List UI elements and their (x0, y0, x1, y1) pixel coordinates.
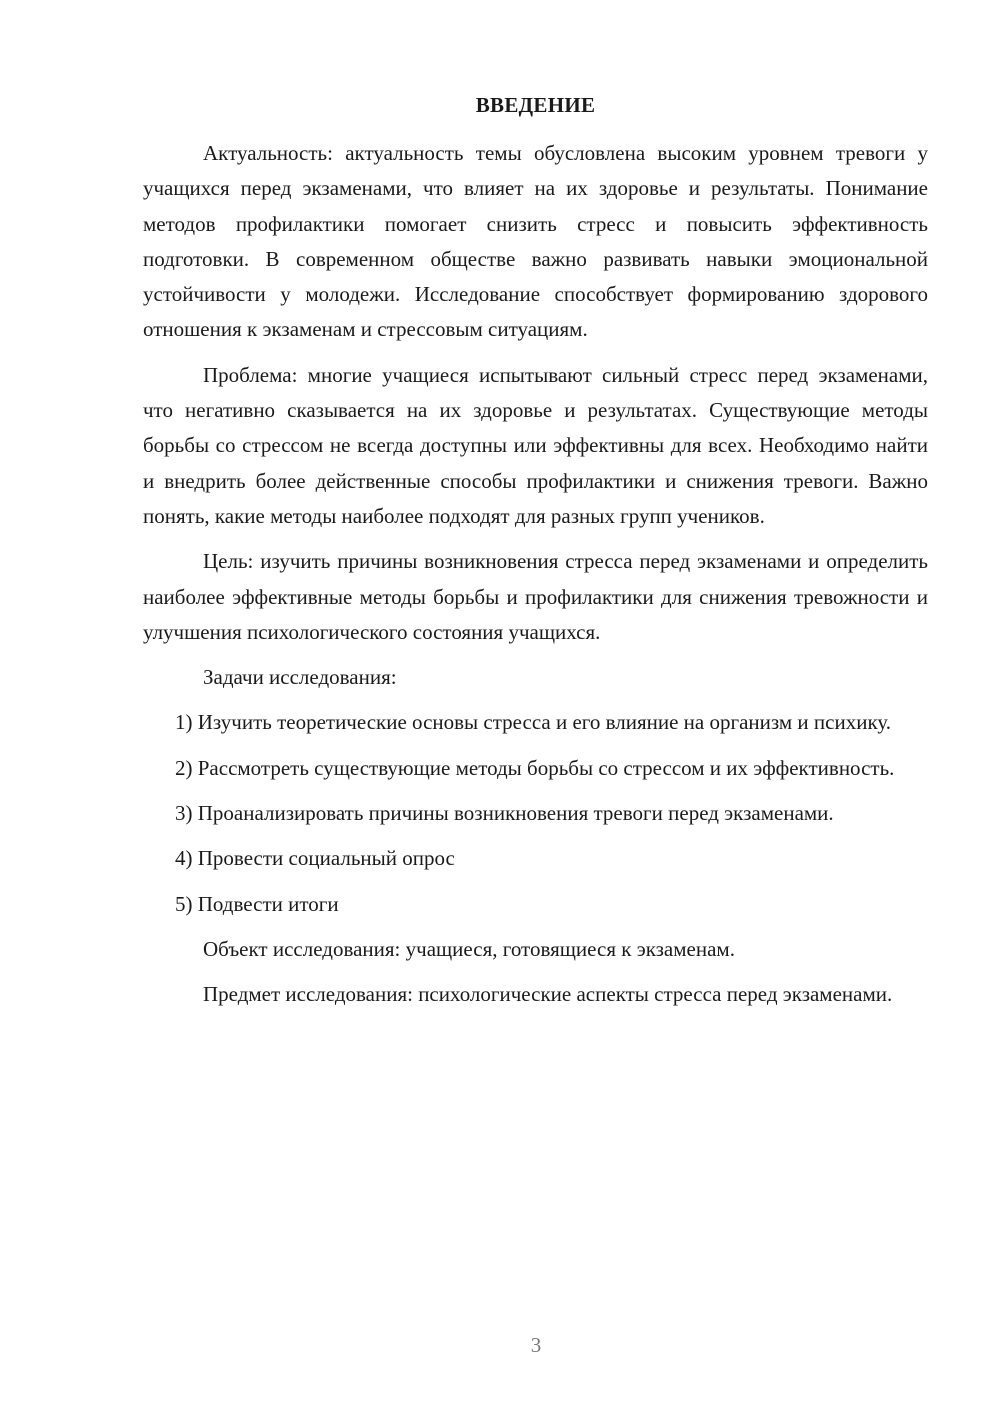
goal-paragraph: Цель: изучить причины возникновения стресса перед экзаменами и определить наиболее эффективные методы борьбы и профилактики для снижения тревожности и улучшения психологического состояния учащихся. (143, 549, 928, 644)
document-page (143, 93, 928, 1023)
task-item: 3) Проанализировать причины возникновения тревоги перед экзаменами. (175, 801, 834, 826)
subject-paragraph: Предмет исследования: психологические аспекты стресса перед экзаменами. (203, 982, 893, 1007)
object-paragraph: Объект исследования: учащиеся, готовящиеся к экзаменам. (203, 936, 735, 961)
section-title: ВВЕДЕНИЕ (475, 93, 596, 117)
page-number: 3 (530, 1333, 542, 1357)
task-item: 2) Рассмотреть существующие методы борьбы со стрессом и их эффективность. (175, 755, 895, 780)
tasks-heading: Задачи исследования: (203, 665, 397, 690)
task-item: 1) Изучить теоретические основы стресса и его влияние на организм и психику. (175, 710, 892, 735)
problem-paragraph: Проблема: многие учащиеся испытывают сильный стресс перед экзаменами, что негативно сказывается на их здоровье и результатах. Существующие методы борьбы со стрессом не всегда доступны или эффективны для всех. Необходимо найти и внедрить более действенные способы профилактики и снижения тревоги. Важно понять, какие методы наиболее подходят для разных групп учеников. (143, 362, 928, 528)
task-item: 4) Провести социальный опрос (175, 846, 455, 871)
relevance-paragraph: Актуальность: актуальность темы обусловлена высоким уровнем тревоги у учащихся перед экзаменами, что влияет на их здоровье и результаты. Понимание методов профилактики помогает снизить стресс и повысить эффективность подготовки. В современном обществе важно развивать навыки эмоциональной устойчивости у молодежи. Исследование способствует формированию здорового отношения к экзаменам и стрессовым ситуациям. (143, 141, 928, 342)
task-item: 5) Подвести итоги (175, 891, 339, 916)
